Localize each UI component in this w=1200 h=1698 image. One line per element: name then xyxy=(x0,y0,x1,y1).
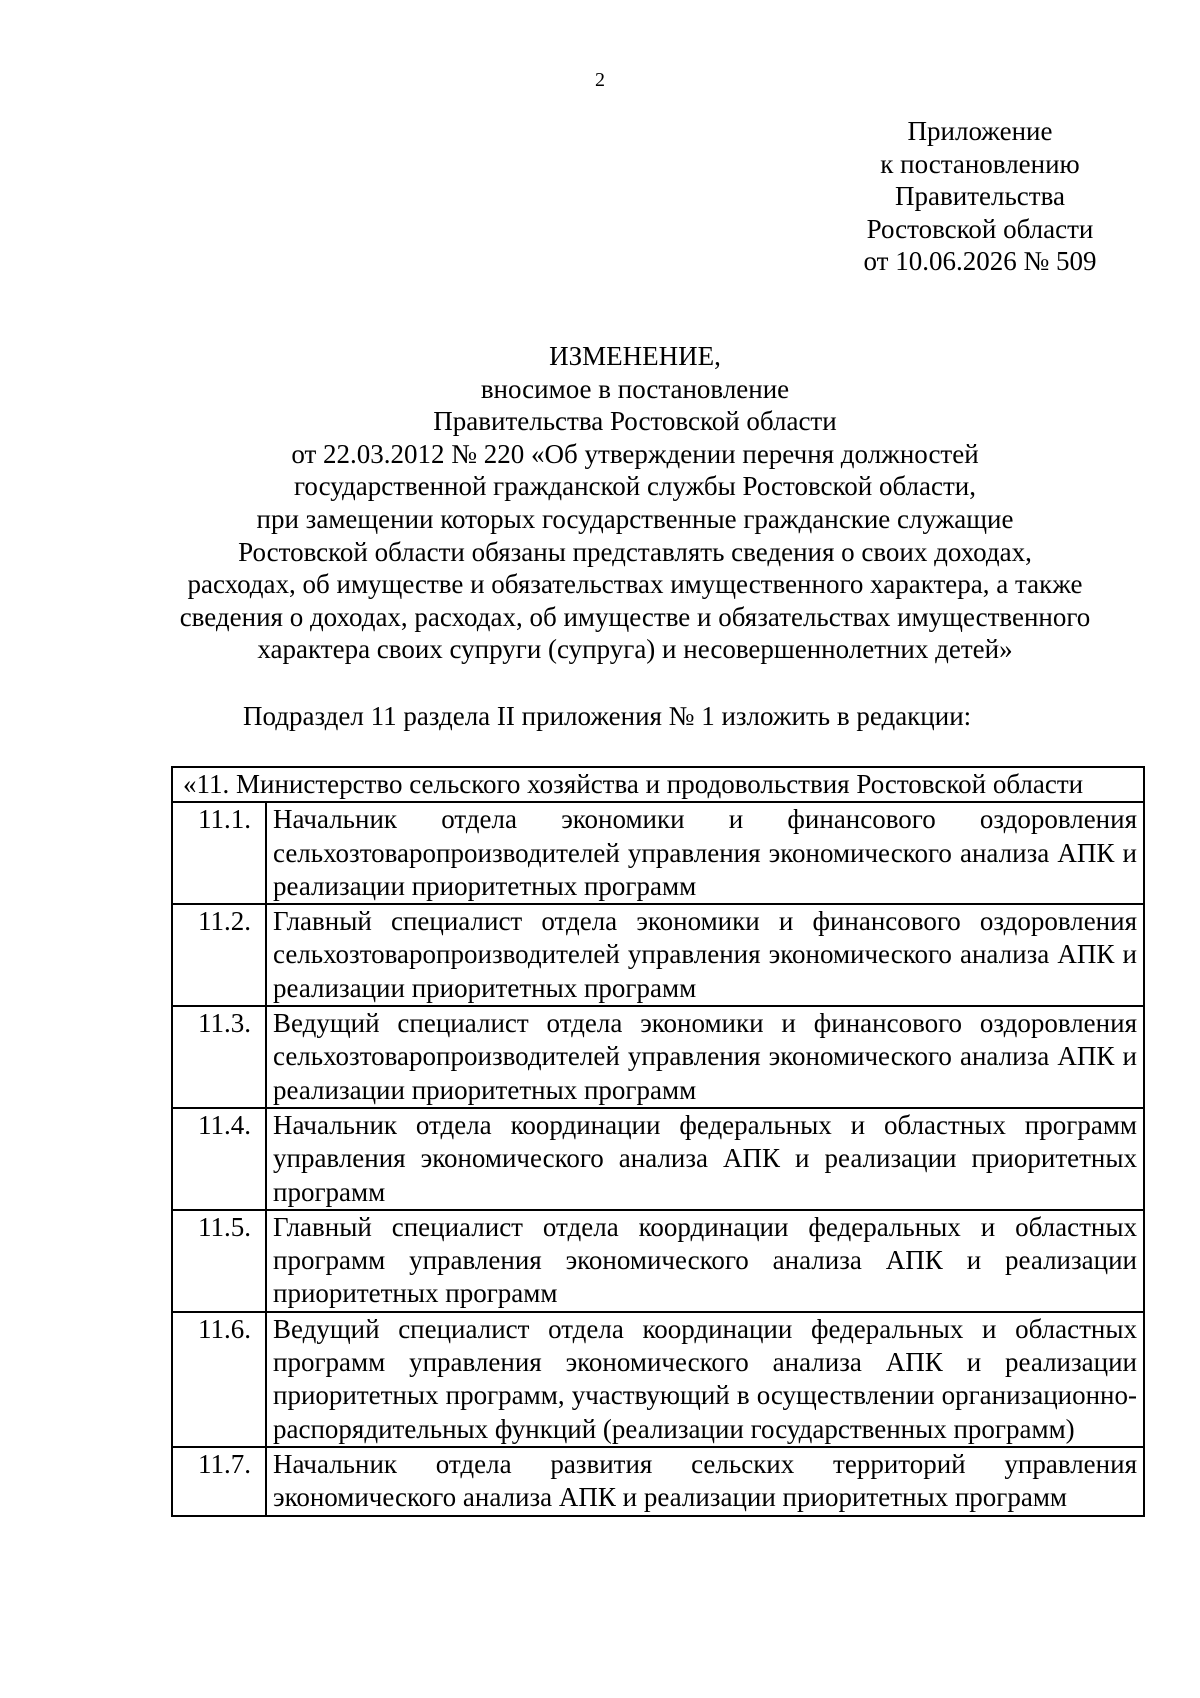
title-line: сведения о доходах, расходах, об имуществе и обязательствах имущественного xyxy=(179,601,1091,632)
row-text: Главный специалист отдела экономики и финансового оздоровления сельхозтоваропроизводителей управления экономического анализа АПК и реализации приоритетных программ xyxy=(266,904,1144,1006)
title-line: от 22.03.2012 № 220 «Об утверждении перечня должностей xyxy=(291,438,979,469)
table-row xyxy=(172,1210,1144,1312)
table-row xyxy=(172,904,1144,1006)
row-number: 11.7. xyxy=(172,1447,266,1516)
table-row xyxy=(172,1447,1144,1516)
title-line: при замещении которых государственные гражданские служащие xyxy=(256,503,1014,534)
document-title xyxy=(150,340,1120,666)
title-line: Правительства Ростовской области xyxy=(433,406,837,437)
appendix-line: Правительства xyxy=(895,181,1065,211)
appendix-line: от 10.06.2026 № 509 xyxy=(863,246,1097,276)
table-row xyxy=(172,1108,1144,1210)
row-text: Начальник отдела экономики и финансового оздоровления сельхозтоваропроизводителей управления экономического анализа АПК и реализации приоритетных программ xyxy=(266,802,1144,904)
positions-table xyxy=(171,766,1145,1517)
page-number: 2 xyxy=(595,69,605,91)
row-number: 11.1. xyxy=(172,802,266,904)
appendix-line: к постановлению xyxy=(880,148,1080,179)
row-number: 11.5. xyxy=(172,1210,266,1312)
title-heading: ИЗМЕНЕНИЕ, xyxy=(549,341,721,371)
intro-paragraph: Подраздел 11 раздела II приложения № 1 изложить в редакции: xyxy=(243,701,972,731)
title-line: Ростовской области обязаны представлять сведения о своих доходах, xyxy=(238,536,1032,567)
row-number: 11.6. xyxy=(172,1312,266,1447)
appendix-block xyxy=(830,115,1130,278)
row-text: Начальник отдела развития сельских территорий управления экономического анализа АПК и реализации приоритетных программ xyxy=(266,1447,1144,1516)
row-number: 11.4. xyxy=(172,1108,266,1210)
title-line: расходах, об имуществе и обязательствах имущественного характера, а также xyxy=(187,569,1083,600)
table-row xyxy=(172,802,1144,904)
appendix-line: Приложение xyxy=(907,116,1053,146)
table-row xyxy=(172,1006,1144,1108)
row-number: 11.2. xyxy=(172,904,266,1006)
title-line: государственной гражданской службы Ростовской области, xyxy=(294,471,976,502)
appendix-line: Ростовской области xyxy=(866,213,1094,244)
row-text: Ведущий специалист отдела координации федеральных и областных программ управления экономического анализа АПК и реализации приоритетных программ, участвующий в осуществлении организационно-распорядительных функций (реализации государственных программ) xyxy=(266,1312,1144,1447)
row-text: Главный специалист отдела координации федеральных и областных программ управления экономического анализа АПК и реализации приоритетных программ xyxy=(266,1210,1144,1312)
row-text: Ведущий специалист отдела экономики и финансового оздоровления сельхозтоваропроизводителей управления экономического анализа АПК и реализации приоритетных программ xyxy=(266,1006,1144,1108)
table-header: «11. Министерство сельского хозяйства и продовольствия Ростовской области xyxy=(172,767,1144,802)
row-number: 11.3. xyxy=(172,1006,266,1108)
title-line: характера своих супруги (супруга) и несовершеннолетних детей» xyxy=(257,634,1013,665)
table-header-row xyxy=(172,767,1144,802)
row-text: Начальник отдела координации федеральных и областных программ управления экономического анализа АПК и реализации приоритетных программ xyxy=(266,1108,1144,1210)
title-line: вносимое в постановление xyxy=(480,373,790,404)
table-row xyxy=(172,1312,1144,1447)
